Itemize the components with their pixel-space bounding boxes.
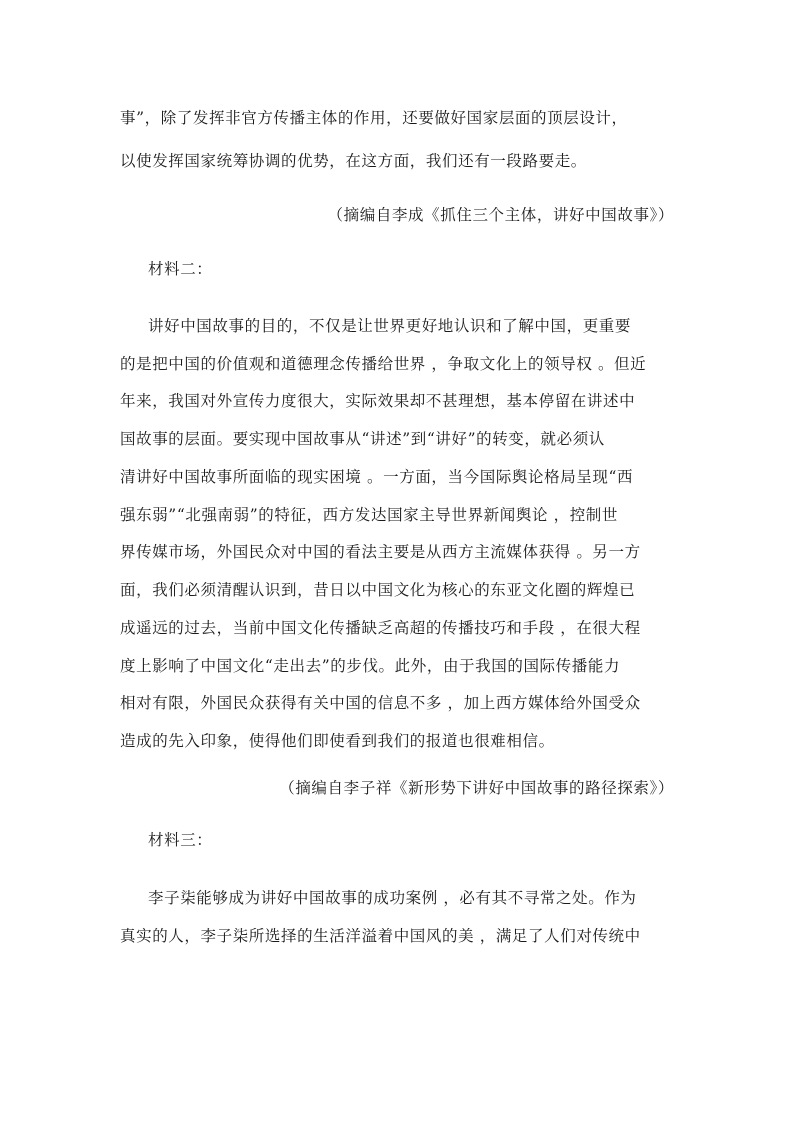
body-line: 讲好中国故事的目的，不仅是让世界更好地认识和了解中国，更重要 — [148, 317, 632, 335]
citation: （摘编自李成《抓住三个主体，讲好中国故事》） — [327, 206, 674, 224]
body-line: 成遥远的过去，当前中国文化传播缺乏高超的传播技巧和手段 ，在很大程 — [120, 619, 641, 637]
body-line: 以使发挥国家统筹协调的优势，在这方面，我们还有一段路要走。 — [120, 152, 587, 170]
section-heading: 材料三： — [148, 831, 213, 849]
body-line: 强东弱”“北强南弱”的特征，西方发达国家主导世界新闻舆论 ，控制世 — [120, 506, 619, 524]
body-line: 真实的人，李子柒所选择的生活洋溢着中国风的美 ，满足了人们对传统中 — [120, 927, 641, 945]
body-line: 面，我们必须清醒认识到，昔日以中国文化为核心的东亚文化圈的辉煌已 — [120, 581, 636, 599]
body-line: 相对有限，外国民众获得有关中国的信息不多 ，加上西方媒体给外国受众 — [120, 694, 641, 712]
body-line: 的是把中国的价值观和道德理念传播给世界 ，争取文化上的领导权 。但近 — [120, 355, 647, 373]
body-line: 国故事的层面。要实现中国故事从“讲述”到“讲好”的转变，就必须认 — [120, 430, 605, 448]
body-line: 年来，我国对外宣传力度很大，实际效果却不甚理想，基本停留在讲述中 — [120, 392, 636, 410]
body-line: 造成的先入印象，使得他们即使看到我们的报道也很难相信。 — [120, 732, 555, 750]
section-heading: 材料二： — [148, 260, 213, 278]
citation: （摘编自李子祥《新形势下讲好中国故事的路径探索》） — [279, 779, 674, 797]
body-line: 事”，除了发挥非官方传播主体的作用，还要做好国家层面的顶层设计， — [120, 109, 628, 127]
body-line: 清讲好中国故事所面临的现实困境 。一方面，当今国际舆论格局呈现“西 — [120, 468, 634, 486]
body-line: 界传媒市场，外国民众对中国的看法主要是从西方主流媒体获得 。另一方 — [120, 543, 641, 561]
body-line: 度上影响了中国文化“走出去”的步伐。此外，由于我国的国际传播能力 — [120, 657, 621, 675]
body-line: 李子柒能够成为讲好中国故事的成功案例 ，必有其不寻常之处。作为 — [148, 889, 637, 907]
